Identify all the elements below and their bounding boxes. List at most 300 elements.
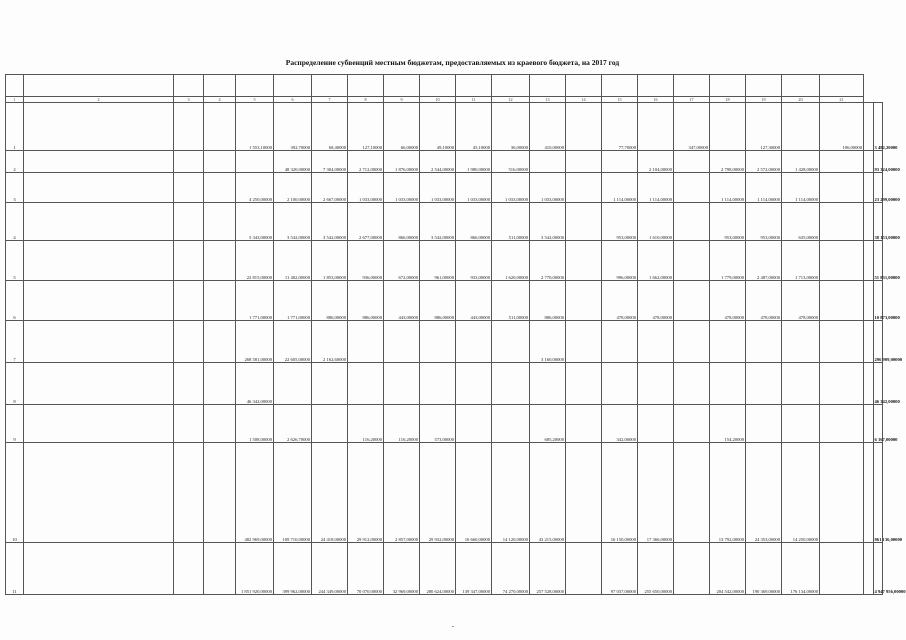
- administrator-name: [204, 203, 236, 241]
- amount-cell: [566, 151, 602, 173]
- amount-cell: [384, 363, 420, 405]
- column-header: [236, 75, 274, 97]
- amount-cell: [312, 405, 348, 443]
- amount-cell: 3 160,00000: [530, 321, 566, 363]
- amount-cell: [864, 241, 874, 281]
- row-number: 10: [6, 443, 24, 543]
- table-row: [6, 363, 883, 405]
- amount-cell: 70 070,00000: [348, 543, 384, 595]
- budget-code: [174, 103, 204, 151]
- amount-cell: [674, 443, 710, 543]
- amount-cell: 176 134,00000: [782, 543, 820, 595]
- amount-cell: 116,20000: [348, 405, 384, 443]
- amount-cell: 478,00000: [782, 281, 820, 321]
- amount-cell: 635,00000: [782, 203, 820, 241]
- column-header: [820, 75, 864, 97]
- total-cell: 4 947 956,00000: [873, 543, 883, 595]
- budget-code: [174, 363, 204, 405]
- amount-cell: 32 969,00000: [384, 543, 420, 595]
- column-index: 10: [420, 97, 456, 103]
- total-cell: 3 482,20000: [873, 103, 883, 151]
- column-index: 19: [746, 97, 782, 103]
- amount-cell: 66,00000: [384, 103, 420, 151]
- administrator-name: [204, 103, 236, 151]
- subvention-table: [5, 74, 906, 595]
- amount-cell: 886,00000: [420, 281, 456, 321]
- column-index: 16: [638, 97, 674, 103]
- amount-cell: [782, 405, 820, 443]
- amount-cell: 43 215,00000: [530, 443, 566, 543]
- amount-cell: 2 162,60000: [312, 321, 348, 363]
- amount-cell: 49,10000: [420, 103, 456, 151]
- amount-cell: 14 120,00000: [492, 443, 530, 543]
- amount-cell: 392,70000: [274, 103, 312, 151]
- amount-cell: 886,00000: [530, 281, 566, 321]
- total-cell: 46 342,00000: [873, 363, 883, 405]
- amount-cell: 1 662,00000: [638, 241, 674, 281]
- amount-cell: [602, 151, 638, 173]
- administrator-name: [204, 363, 236, 405]
- amount-cell: [566, 405, 602, 443]
- table-row: [6, 281, 883, 321]
- amount-cell: [864, 173, 874, 203]
- amount-cell: 154,20000: [710, 405, 746, 443]
- subvention-name: [24, 151, 174, 173]
- column-index: 17: [674, 97, 710, 103]
- table-row: [6, 203, 883, 241]
- amount-cell: [746, 363, 782, 405]
- amount-cell: 97 037,00000: [602, 543, 638, 595]
- amount-cell: 886,00000: [348, 281, 384, 321]
- total-cell: 38 153,00000: [873, 203, 883, 241]
- amount-cell: 2 100,00000: [274, 173, 312, 203]
- amount-cell: 1 114,00000: [746, 173, 782, 203]
- amount-cell: 410,00000: [530, 103, 566, 151]
- amount-cell: 511,00000: [492, 281, 530, 321]
- amount-cell: 11 402,00000: [274, 241, 312, 281]
- amount-cell: 13 792,00000: [710, 443, 746, 543]
- amount-cell: 482 969,00000: [236, 443, 274, 543]
- amount-cell: 36,00000: [492, 103, 530, 151]
- amount-cell: [674, 173, 710, 203]
- amount-cell: 280 624,00000: [420, 543, 456, 595]
- administrator-name: [204, 443, 236, 543]
- table-row: [6, 443, 883, 543]
- amount-cell: [864, 543, 874, 595]
- table-row: [6, 543, 883, 595]
- amount-cell: [864, 151, 874, 173]
- amount-cell: 106,00000: [820, 103, 864, 151]
- column-index: 12: [492, 97, 530, 103]
- column-header: [348, 75, 384, 97]
- row-number: 4: [6, 203, 24, 241]
- amount-cell: [864, 363, 874, 405]
- row-number: 2: [6, 151, 24, 173]
- column-index: 5: [236, 97, 274, 103]
- administrator-name: [204, 543, 236, 595]
- amount-cell: 1 033,00000: [456, 173, 492, 203]
- amount-cell: [674, 281, 710, 321]
- column-header: [6, 75, 24, 97]
- amount-cell: [746, 405, 782, 443]
- budget-code: [174, 203, 204, 241]
- table-row: [6, 321, 883, 363]
- column-header: [24, 75, 174, 97]
- amount-cell: [530, 363, 566, 405]
- amount-cell: 1 033,00000: [492, 173, 530, 203]
- amount-cell: [456, 321, 492, 363]
- budget-code: [174, 405, 204, 443]
- row-number: 9: [6, 405, 24, 443]
- amount-cell: [864, 103, 874, 151]
- amount-cell: 116,20000: [384, 405, 420, 443]
- total-cell: 10 873,00000: [873, 281, 883, 321]
- amount-cell: [674, 321, 710, 363]
- column-index: 7: [312, 97, 348, 103]
- amount-cell: 22 815,00000: [236, 241, 274, 281]
- amount-cell: [782, 321, 820, 363]
- amount-cell: 478,00000: [602, 281, 638, 321]
- column-header: [530, 75, 566, 97]
- amount-cell: 516,00000: [492, 151, 530, 173]
- amount-cell: 2 667,00000: [312, 173, 348, 203]
- administrator-name: [204, 321, 236, 363]
- amount-cell: [274, 363, 312, 405]
- amount-cell: [820, 241, 864, 281]
- amount-cell: 672,00000: [384, 241, 420, 281]
- subvention-name: [24, 405, 174, 443]
- column-index: 20: [782, 97, 820, 103]
- amount-cell: 1 771,00000: [274, 281, 312, 321]
- amount-cell: 14 250,00000: [782, 443, 820, 543]
- amount-cell: [312, 363, 348, 405]
- amount-cell: [566, 443, 602, 543]
- subvention-name: [24, 281, 174, 321]
- amount-cell: 3 542,00000: [530, 203, 566, 241]
- amount-cell: [348, 321, 384, 363]
- column-header: [312, 75, 348, 97]
- column-index: 4: [204, 97, 236, 103]
- amount-cell: 46 342,00000: [236, 363, 274, 405]
- column-index: 8: [348, 97, 384, 103]
- amount-cell: [566, 173, 602, 203]
- subvention-name: [24, 321, 174, 363]
- amount-cell: [566, 241, 602, 281]
- total-cell: 23 299,00000: [873, 173, 883, 203]
- amount-cell: 2 104,00000: [638, 151, 674, 173]
- amount-cell: [674, 203, 710, 241]
- column-index: 18: [710, 97, 746, 103]
- amount-cell: [782, 363, 820, 405]
- amount-cell: 16 150,00000: [602, 443, 638, 543]
- amount-cell: [638, 103, 674, 151]
- amount-cell: [674, 241, 710, 281]
- amount-cell: 936,00000: [348, 241, 384, 281]
- column-header: [566, 75, 602, 97]
- budget-code: [174, 173, 204, 203]
- amount-cell: 24 418,00000: [312, 443, 348, 543]
- amount-cell: [674, 405, 710, 443]
- amount-cell: 268 581,00000: [236, 321, 274, 363]
- amount-cell: 478,00000: [710, 281, 746, 321]
- amount-cell: 45,10000: [456, 103, 492, 151]
- amount-cell: 2 770,00000: [530, 241, 566, 281]
- row-number: 7: [6, 321, 24, 363]
- amount-cell: 1 114,00000: [782, 173, 820, 203]
- amount-cell: 139 347,00000: [456, 543, 492, 595]
- column-header: [602, 75, 638, 97]
- amount-cell: 347,00000: [674, 103, 710, 151]
- column-index: 9: [384, 97, 420, 103]
- amount-cell: [348, 363, 384, 405]
- amount-cell: 3 542,00000: [312, 203, 348, 241]
- amount-cell: 7 304,00000: [312, 151, 348, 173]
- amount-cell: 2 544,00000: [420, 151, 456, 173]
- amount-cell: 1 033,00000: [348, 173, 384, 203]
- amount-cell: 1 033,00000: [384, 173, 420, 203]
- amount-cell: 257 528,00000: [530, 543, 566, 595]
- amount-cell: [492, 321, 530, 363]
- column-header: [204, 75, 236, 97]
- subvention-name: [24, 363, 174, 405]
- amount-cell: 204 542,00000: [710, 543, 746, 595]
- amount-cell: [602, 363, 638, 405]
- column-index: 1: [6, 97, 24, 103]
- amount-cell: [864, 405, 874, 443]
- column-header: [384, 75, 420, 97]
- table-row: [6, 151, 883, 173]
- amount-cell: 933,00000: [456, 241, 492, 281]
- column-header: [674, 75, 710, 97]
- amount-cell: [674, 363, 710, 405]
- column-index: 6: [274, 97, 312, 103]
- column-header: [638, 75, 674, 97]
- subvention-name: [24, 241, 174, 281]
- amount-cell: [602, 321, 638, 363]
- amount-cell: [820, 281, 864, 321]
- header-row: [6, 75, 883, 97]
- column-header: [492, 75, 530, 97]
- amount-cell: [710, 321, 746, 363]
- amount-cell: [566, 281, 602, 321]
- administrator-name: [204, 281, 236, 321]
- amount-cell: [820, 543, 864, 595]
- table-row: [6, 103, 883, 151]
- row-number: 11: [6, 543, 24, 595]
- amount-cell: 5 343,00000: [236, 203, 274, 241]
- amount-cell: [746, 321, 782, 363]
- column-index: 2: [24, 97, 174, 103]
- document-title: Распределение субвенций местным бюджетам, предоставляемых из краевого бюджета, на 2017 год: [285, 58, 620, 67]
- amount-cell: 3 542,00000: [420, 203, 456, 241]
- amount-cell: [674, 151, 710, 173]
- amount-cell: [236, 151, 274, 173]
- administrator-name: [204, 405, 236, 443]
- amount-cell: 2 572,00000: [746, 151, 782, 173]
- subvention-name: [24, 173, 174, 203]
- amount-cell: [820, 443, 864, 543]
- amount-cell: [566, 203, 602, 241]
- amount-cell: 953,00000: [602, 203, 638, 241]
- amount-cell: 573,00000: [420, 405, 456, 443]
- amount-cell: 74 270,00000: [492, 543, 530, 595]
- amount-cell: 109 710,00000: [274, 443, 312, 543]
- amount-cell: 1 713,00000: [782, 241, 820, 281]
- amount-cell: [420, 363, 456, 405]
- subvention-name: [24, 443, 174, 543]
- amount-cell: 48 320,00000: [274, 151, 312, 173]
- budget-code: [174, 543, 204, 595]
- budget-code: [174, 241, 204, 281]
- row-number: 6: [6, 281, 24, 321]
- administrator-name: [204, 151, 236, 173]
- amount-cell: 886,00000: [312, 281, 348, 321]
- amount-cell: 17 366,00000: [638, 443, 674, 543]
- row-number: 3: [6, 173, 24, 203]
- amount-cell: 399 962,00000: [274, 543, 312, 595]
- amount-cell: 953,00000: [710, 203, 746, 241]
- column-index: 21: [820, 97, 864, 103]
- amount-cell: [864, 281, 874, 321]
- amount-cell: 1 610,00000: [638, 203, 674, 241]
- column-index: 3: [174, 97, 204, 103]
- amount-cell: 1 508,00000: [236, 405, 274, 443]
- amount-cell: 996,00000: [602, 241, 638, 281]
- subvention-name: [24, 543, 174, 595]
- amount-cell: 244 349,00000: [312, 543, 348, 595]
- amount-cell: 866,00000: [384, 203, 420, 241]
- amount-cell: 22 605,00000: [274, 321, 312, 363]
- column-index: 15: [602, 97, 638, 103]
- amount-cell: 24 353,00000: [746, 443, 782, 543]
- column-index: 11: [456, 97, 492, 103]
- amount-cell: [864, 203, 874, 241]
- amount-cell: 77,70000: [602, 103, 638, 151]
- amount-cell: [456, 405, 492, 443]
- amount-cell: [566, 363, 602, 405]
- amount-cell: [492, 363, 530, 405]
- amount-cell: 1 779,00000: [710, 241, 746, 281]
- amount-cell: 1 553,10000: [236, 103, 274, 151]
- column-index: 14: [566, 97, 602, 103]
- amount-cell: [820, 321, 864, 363]
- amount-cell: [820, 203, 864, 241]
- page-mark: [452, 626, 454, 627]
- amount-cell: 685,20000: [530, 405, 566, 443]
- column-header: [746, 75, 782, 97]
- amount-cell: [420, 321, 456, 363]
- amount-cell: 1 771,00000: [236, 281, 274, 321]
- amount-cell: 1 114,00000: [602, 173, 638, 203]
- amount-cell: 1 853,00000: [312, 241, 348, 281]
- column-header: [456, 75, 492, 97]
- amount-cell: 1 114,00000: [638, 173, 674, 203]
- table-row: [6, 173, 883, 203]
- amount-cell: 1 114,00000: [710, 173, 746, 203]
- budget-code: [174, 443, 204, 543]
- column-header: [274, 75, 312, 97]
- column-header: [174, 75, 204, 97]
- amount-cell: 866,00000: [456, 203, 492, 241]
- amount-cell: 29 912,00000: [348, 443, 384, 543]
- administrator-name: [204, 173, 236, 203]
- total-cell: 51 831,00000: [873, 241, 883, 281]
- amount-cell: 2 857,00000: [384, 443, 420, 543]
- amount-cell: 342,00000: [602, 405, 638, 443]
- amount-cell: [566, 543, 602, 595]
- amount-cell: [638, 405, 674, 443]
- amount-cell: 4 250,00000: [236, 173, 274, 203]
- amount-cell: 2 712,00000: [348, 151, 384, 173]
- amount-cell: 68,40000: [312, 103, 348, 151]
- amount-cell: [674, 543, 710, 595]
- amount-cell: 1 980,00000: [456, 151, 492, 173]
- amount-cell: [820, 405, 864, 443]
- amount-cell: 1 033,00000: [420, 173, 456, 203]
- amount-cell: 1 620,00000: [492, 241, 530, 281]
- row-number: 8: [6, 363, 24, 405]
- amount-cell: 2 798,00000: [710, 151, 746, 173]
- amount-cell: 127,30000: [746, 103, 782, 151]
- amount-cell: 127,10000: [348, 103, 384, 151]
- amount-cell: 953,00000: [746, 203, 782, 241]
- amount-cell: 443,00000: [456, 281, 492, 321]
- amount-cell: 190 369,00000: [746, 543, 782, 595]
- column-index: 13: [530, 97, 566, 103]
- amount-cell: 2 487,00000: [746, 241, 782, 281]
- amount-cell: 1 876,00000: [384, 151, 420, 173]
- amount-cell: [638, 321, 674, 363]
- amount-cell: [710, 363, 746, 405]
- amount-cell: [384, 321, 420, 363]
- amount-cell: 511,00000: [492, 203, 530, 241]
- amount-cell: [820, 151, 864, 173]
- amount-cell: 1 033,00000: [530, 173, 566, 203]
- column-header: [782, 75, 820, 97]
- amount-cell: 2 626,70000: [274, 405, 312, 443]
- column-header: [420, 75, 456, 97]
- budget-code: [174, 321, 204, 363]
- administrator-name: [204, 241, 236, 281]
- amount-cell: 3 542,00000: [274, 203, 312, 241]
- row-number: 1: [6, 103, 24, 151]
- amount-cell: 2 677,00000: [348, 203, 384, 241]
- amount-cell: [864, 443, 874, 543]
- amount-cell: [864, 321, 874, 363]
- amount-cell: 255 650,00000: [638, 543, 674, 595]
- amount-cell: [566, 321, 602, 363]
- amount-cell: [638, 363, 674, 405]
- amount-cell: [710, 103, 746, 151]
- row-number: 5: [6, 241, 24, 281]
- amount-cell: [566, 103, 602, 151]
- total-cell: 296 909,00000: [873, 321, 883, 363]
- amount-cell: [820, 363, 864, 405]
- total-cell: 6 167,00000: [873, 405, 883, 443]
- amount-cell: [782, 103, 820, 151]
- column-header: [710, 75, 746, 97]
- table-row: [6, 405, 883, 443]
- subvention-name: [24, 103, 174, 151]
- amount-cell: 478,00000: [638, 281, 674, 321]
- amount-cell: [456, 363, 492, 405]
- amount-cell: 478,00000: [746, 281, 782, 321]
- amount-cell: [820, 173, 864, 203]
- amount-cell: [492, 405, 530, 443]
- total-cell: 93 324,00000: [873, 151, 883, 173]
- table-row: [6, 241, 883, 281]
- total-cell: 861 136,00000: [873, 443, 883, 543]
